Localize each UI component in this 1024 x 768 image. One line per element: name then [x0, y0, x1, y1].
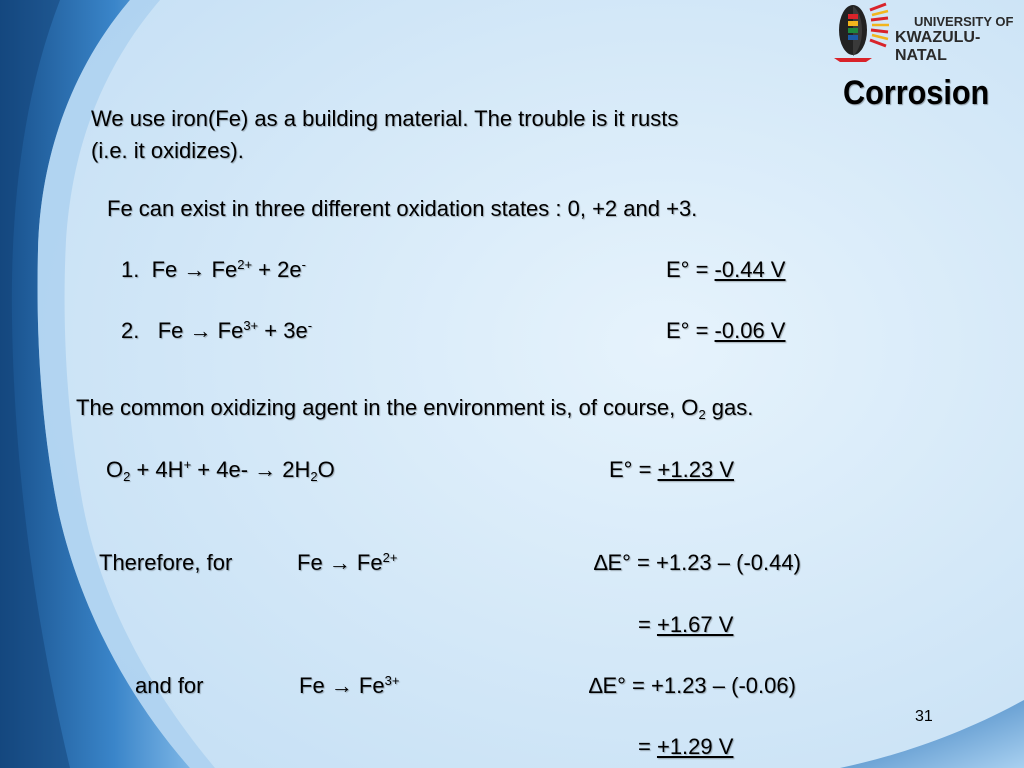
ukzn-shield-icon — [834, 4, 889, 62]
andfor-result-value: +1.29 V — [656, 734, 734, 759]
o2-proton-charge: + — [183, 457, 192, 472]
andfor-charge: 3+ — [384, 673, 400, 688]
o2-water-o: O — [317, 457, 335, 482]
reaction-arrow-icon: → — [328, 550, 351, 575]
eq2-charge: 3+ — [243, 318, 259, 333]
reaction-arrow-icon: → — [189, 318, 212, 343]
andfor-equals: = — [638, 734, 657, 759]
reaction-arrow-icon: → — [183, 257, 206, 282]
eq1-reactant: Fe — [151, 257, 178, 282]
therefore-charge: 2+ — [382, 550, 398, 565]
eq2-number: 2. — [121, 318, 140, 343]
logo-line-1: UNIVERSITY OF — [914, 14, 1014, 29]
eq2-reactant: Fe — [157, 318, 184, 343]
oxidant-subscript: 2 — [698, 407, 706, 422]
slide-title: Corrosion — [843, 74, 990, 112]
o2-protons: + 4H — [130, 457, 184, 482]
o2-potential — [609, 457, 734, 483]
andfor-result — [638, 734, 733, 760]
therefore-reaction — [297, 550, 397, 576]
oxidant-text-end: gas. — [705, 395, 754, 420]
eq1-charge: 2+ — [237, 257, 253, 272]
eq1-electrons: + 2e — [252, 257, 302, 282]
o2-e0-value: +1.23 V — [657, 457, 734, 482]
andfor-product: Fe — [352, 673, 385, 698]
therefore-product: Fe — [350, 550, 383, 575]
o2-electrons: + 4e- — [191, 457, 255, 482]
page-number: 31 — [915, 708, 933, 725]
intro-line-2: (i.e. it oxidizes). — [91, 138, 244, 163]
o2-subscript: 2 — [123, 469, 131, 484]
o2-water: 2H — [276, 457, 311, 482]
eq1-e0-value: -0.44 V — [714, 257, 786, 282]
eq1-potential — [666, 257, 785, 283]
o2-water-subscript: 2 — [310, 469, 318, 484]
intro-line-1: We use iron(Fe) as a building material. The trouble is it rusts — [91, 106, 679, 131]
therefore-reactant: Fe — [297, 550, 329, 575]
eq2-potential — [666, 318, 785, 344]
therefore-result — [638, 612, 733, 638]
andfor-label: and for — [135, 673, 204, 698]
therefore-equals: = — [638, 612, 657, 637]
eq2-electrons: + 3e — [258, 318, 308, 343]
o2-symbol: O — [106, 457, 124, 482]
reaction-arrow-icon: → — [254, 457, 277, 482]
eq2-e0-value: -0.06 V — [714, 318, 786, 343]
eq1-e0-label: E° = — [666, 257, 715, 282]
eq1-product: Fe — [211, 257, 238, 282]
equation-2 — [121, 318, 312, 344]
andfor-reaction — [299, 673, 399, 699]
therefore-label: Therefore, for — [99, 550, 233, 575]
o2-e0-label: E° = — [609, 457, 658, 482]
logo-line-2: KWAZULU-NATAL — [895, 29, 981, 64]
eq2-product: Fe — [217, 318, 244, 343]
reaction-arrow-icon: → — [330, 673, 353, 698]
eq2-electron-charge: - — [307, 318, 313, 333]
oxygen-equation — [106, 457, 335, 484]
oxidant-line — [76, 395, 753, 422]
oxidation-states-line: Fe can exist in three different oxidation states : 0, +2 and +3. — [107, 196, 698, 221]
eq1-electron-charge: - — [301, 257, 306, 272]
eq1-number: 1. — [121, 257, 140, 282]
eq2-e0-label: E° = — [666, 318, 715, 343]
equation-1 — [121, 257, 306, 283]
therefore-result-value: +1.67 V — [656, 612, 734, 637]
therefore-delta: ∆E° = +1.23 – (-0.44) — [594, 550, 801, 575]
oxidant-text: The common oxidizing agent in the environment is, of course, O — [76, 395, 699, 420]
andfor-reactant: Fe — [299, 673, 331, 698]
andfor-delta: ∆E° = +1.23 – (-0.06) — [589, 673, 796, 698]
